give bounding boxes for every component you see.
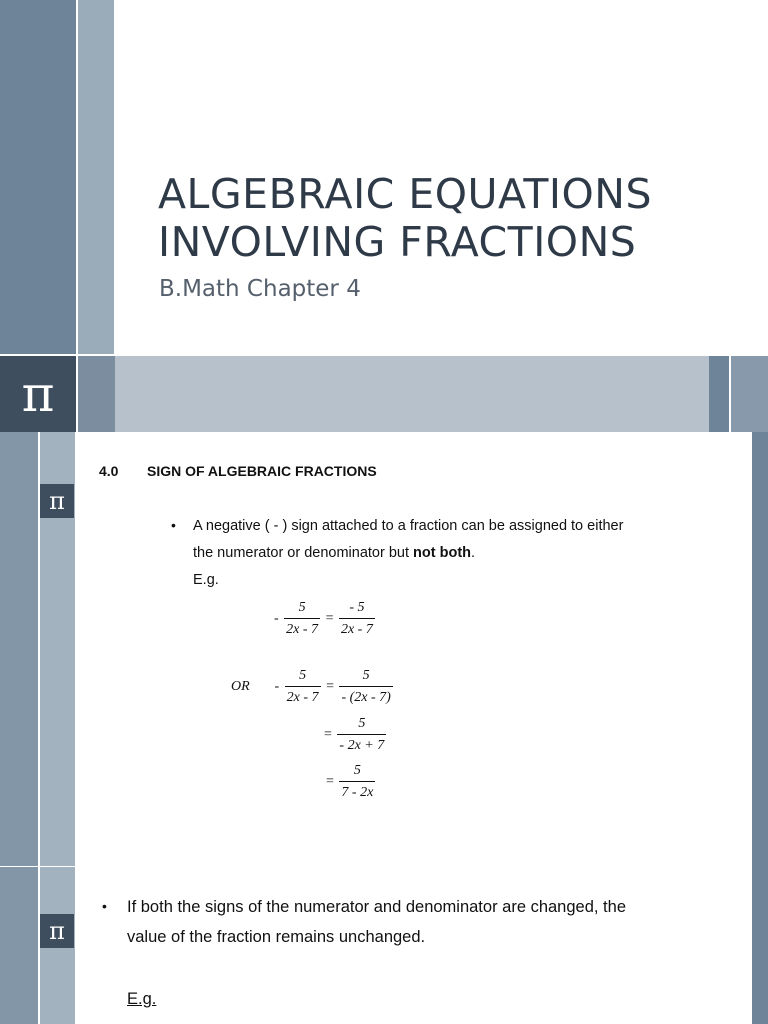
denominator: - (2x - 7) [341, 690, 391, 705]
header-band-accent-dark [709, 356, 729, 432]
bullet-dot: • [171, 517, 176, 533]
denominator: 2x - 7 [286, 622, 319, 637]
pi-icon: π [21, 365, 55, 423]
example-label: E.g. [193, 572, 219, 588]
section-number: 4.0 [99, 463, 119, 479]
pi-icon: π [40, 484, 74, 518]
equals-sign: = [326, 679, 334, 694]
title-slide-sidebar-dark [0, 0, 76, 354]
slide-title [158, 170, 758, 266]
header-band-accent-light [731, 356, 768, 432]
left-strip-dark [0, 432, 38, 1024]
equals-sign: = [325, 611, 334, 626]
bullet1-line2-suffix: . [471, 545, 476, 561]
fraction [285, 668, 321, 706]
numerator: 5 [339, 763, 375, 782]
denominator: 2x - 7 [340, 622, 373, 637]
example-label: E.g. [127, 990, 157, 1008]
fraction [339, 600, 375, 638]
numerator: - 5 [339, 600, 375, 619]
strip-divider [0, 866, 76, 867]
equation-3 [322, 716, 386, 754]
denominator: - 2x + 7 [339, 738, 385, 753]
section-title: SIGN OF ALGEBRAIC FRACTIONS [147, 463, 377, 479]
denominator: 7 - 2x [341, 785, 374, 800]
pi-icon: π [40, 914, 74, 948]
bullet2-line1: If both the signs of the numerator and denominator are changed, the [127, 898, 626, 916]
slide-subtitle: B.Math Chapter 4 [159, 276, 361, 302]
numerator: 5 [285, 668, 321, 687]
fraction [337, 716, 386, 754]
minus-sign: - [274, 611, 279, 626]
equation-2 [231, 668, 393, 706]
fraction [339, 763, 375, 801]
bullet1-line2-prefix: the numerator or denominator but [193, 545, 414, 561]
bullet2-line2: value of the fraction remains unchanged. [127, 928, 426, 946]
title-slide-sidebar-light [78, 0, 114, 354]
minus-sign: - [274, 679, 280, 694]
equals-sign: = [324, 727, 332, 742]
numerator: 5 [339, 668, 392, 687]
header-band [115, 356, 709, 432]
bullet1-line2 [193, 545, 475, 561]
equals-sign: = [326, 774, 334, 789]
right-strip [752, 432, 768, 1024]
bullet1-line2-bold: not both [413, 545, 472, 561]
slide-title-line1: ALGEBRAIC EQUATIONS [158, 170, 652, 218]
numerator: 5 [337, 716, 386, 735]
fraction [284, 600, 320, 638]
or-label: OR [231, 679, 250, 694]
equation-4 [324, 763, 375, 801]
numerator: 5 [284, 600, 320, 619]
header-band-column [78, 356, 115, 432]
fraction [339, 668, 392, 706]
bullet-dot: • [102, 898, 107, 914]
denominator: 2x - 7 [286, 690, 319, 705]
equation-1 [272, 600, 375, 638]
slide-title-line2: INVOLVING FRACTIONS [158, 218, 637, 266]
bullet1-line1: A negative ( - ) sign attached to a fraction can be assigned to either [193, 518, 624, 534]
